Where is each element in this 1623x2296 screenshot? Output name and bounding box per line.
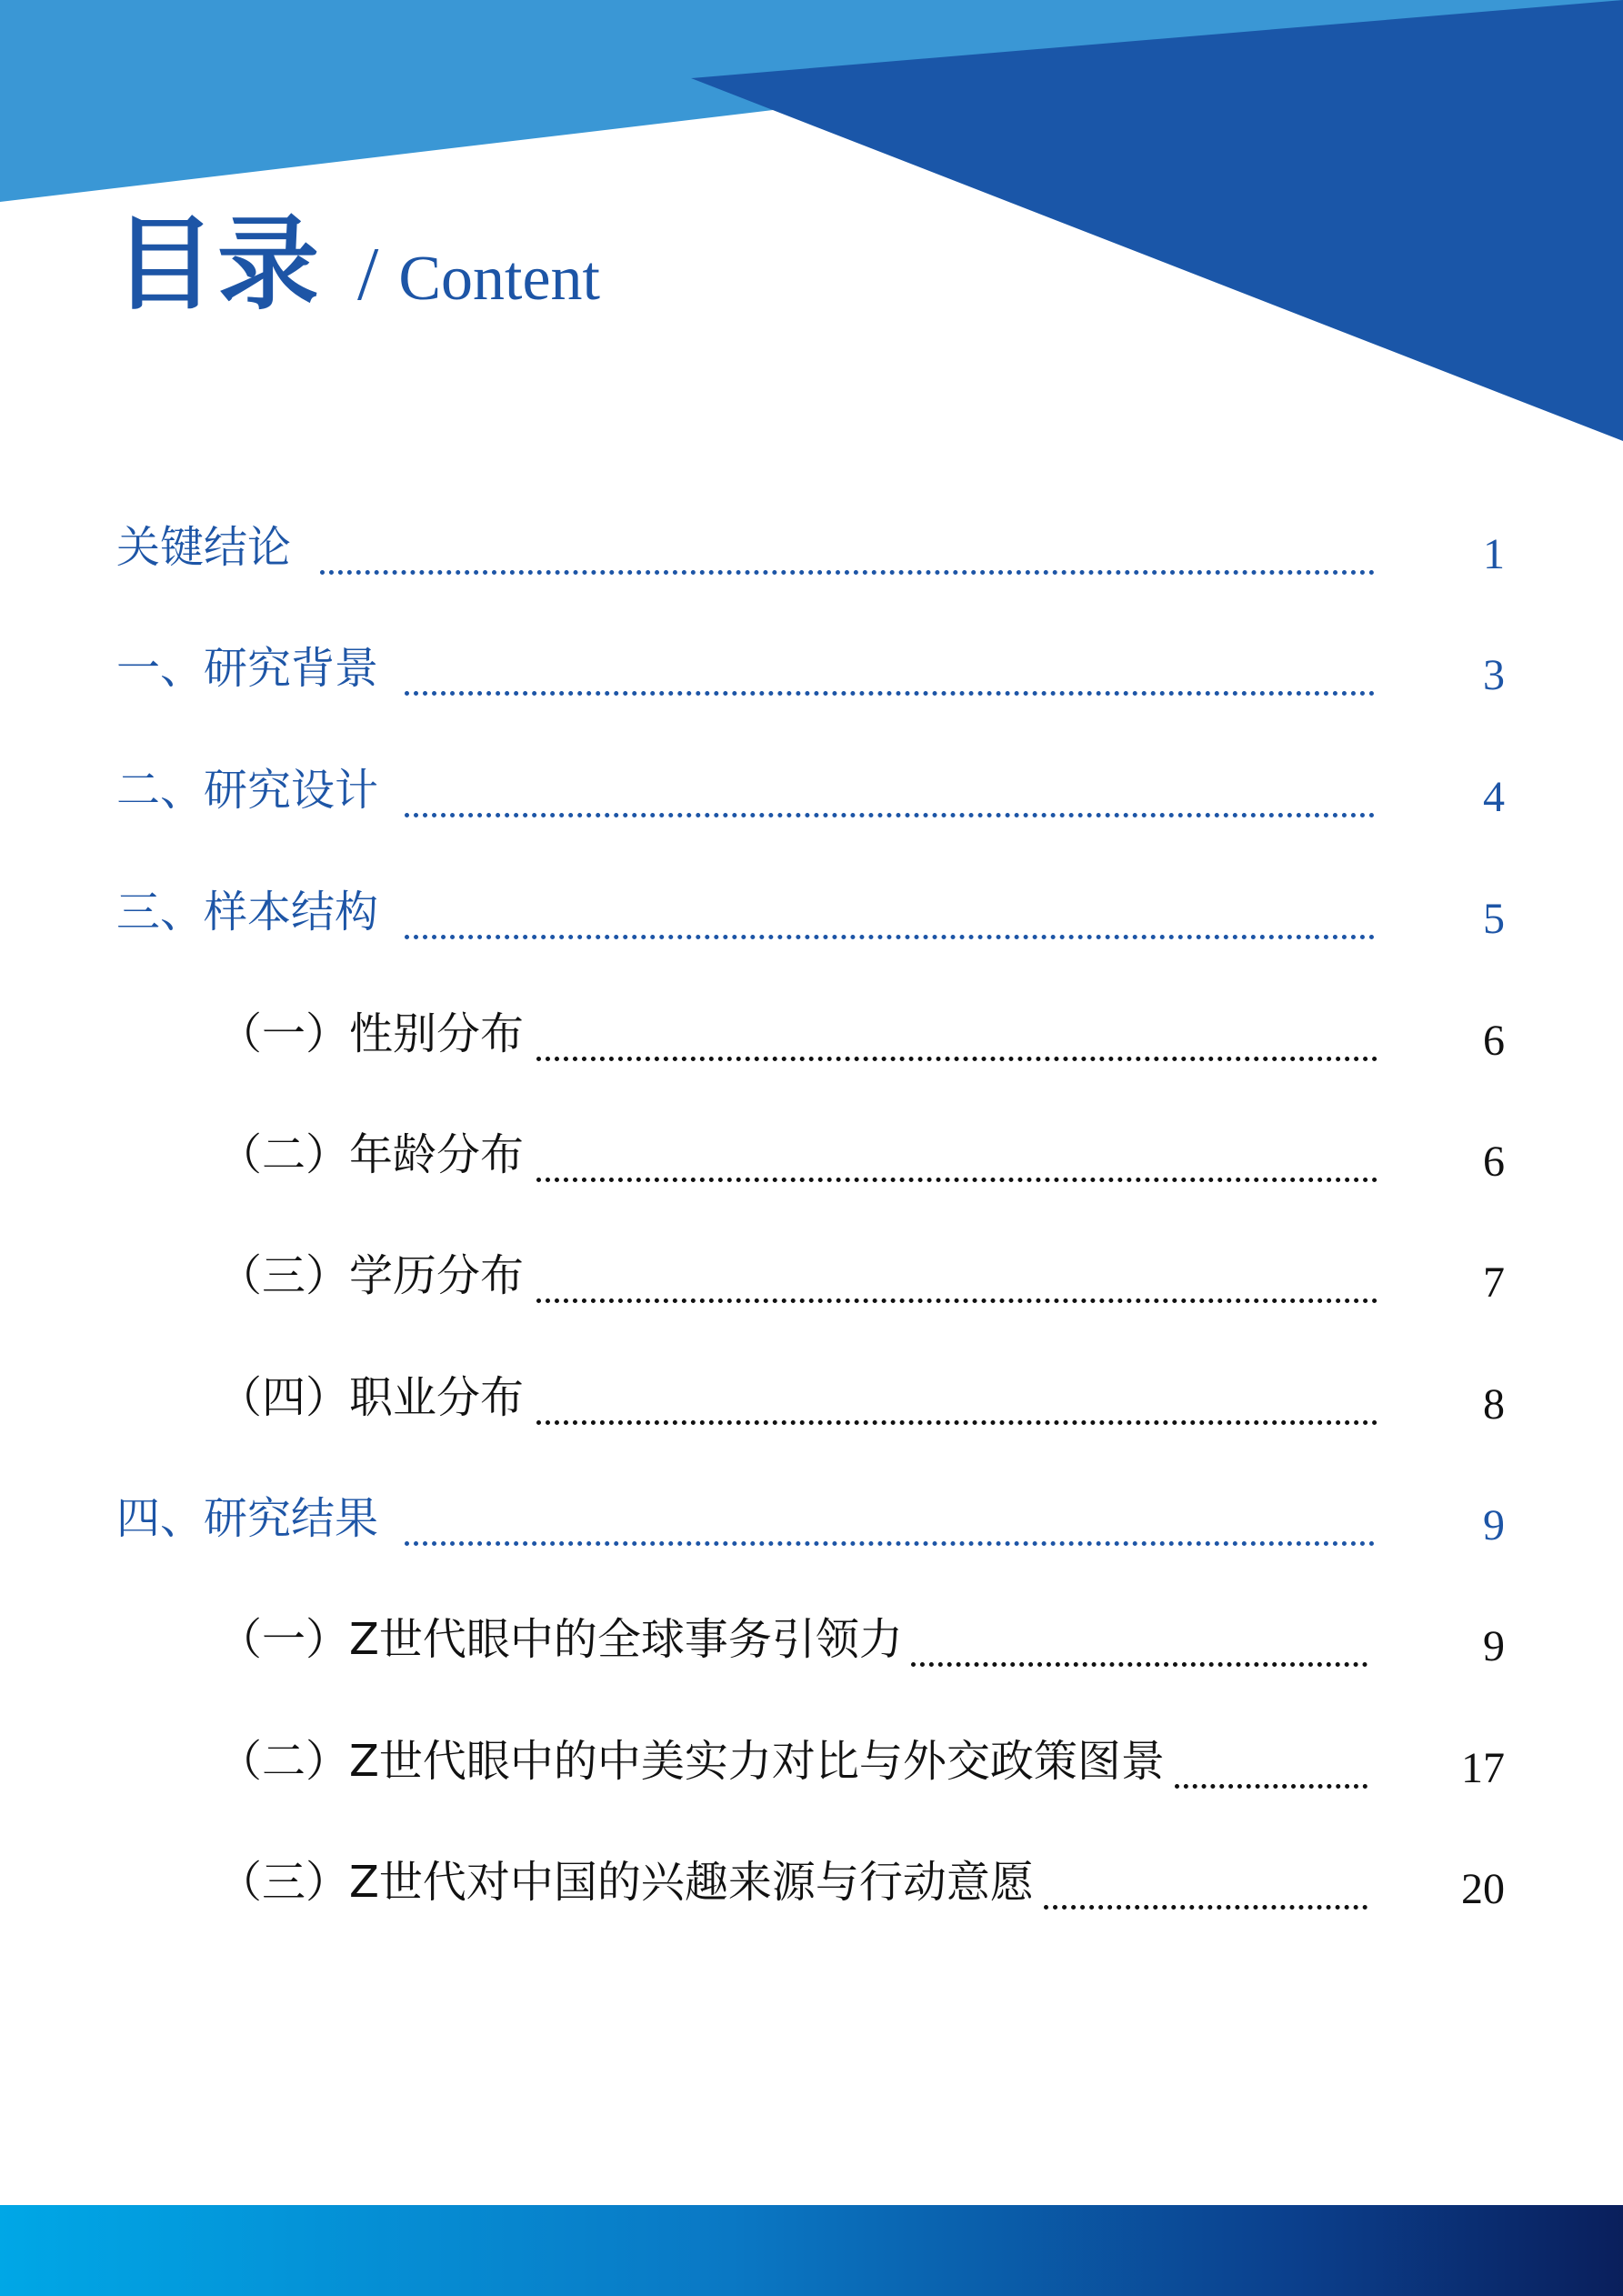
toc-entry[interactable] <box>0 1244 1623 1308</box>
toc-entry-label: 关键结论 <box>116 522 292 573</box>
toc-entry[interactable] <box>0 1366 1623 1429</box>
toc-entry-label: （二）Z世代眼中的中美实力对比与外交政策图景 <box>218 1736 1165 1787</box>
toc-leader-dots <box>405 771 1375 817</box>
toc-entry[interactable] <box>0 880 1623 944</box>
toc-leader-dots <box>1044 1863 1368 1910</box>
toc-entry-label: （一）Z世代眼中的全球事务引领力 <box>218 1614 903 1665</box>
toc-leader-dots <box>405 649 1375 696</box>
toc-page-number: 9 <box>1483 1501 1505 1549</box>
toc-entry-label: （二）年龄分布 <box>218 1129 525 1180</box>
toc-leader-dots <box>536 1136 1378 1182</box>
toc-leader-dots <box>911 1620 1368 1667</box>
toc-entry-label: （四）职业分布 <box>218 1372 525 1423</box>
toc-entry[interactable] <box>0 1850 1623 1914</box>
toc-entry[interactable] <box>0 1487 1623 1550</box>
toc-entry[interactable] <box>0 1123 1623 1187</box>
toc-page-number: 8 <box>1483 1380 1505 1429</box>
toc-entry[interactable] <box>0 637 1623 700</box>
toc-entry-label: 一、研究背景 <box>116 643 379 694</box>
toc-leader-dots <box>320 528 1375 575</box>
toc-entry[interactable] <box>0 1730 1623 1793</box>
toc-entry[interactable] <box>0 1002 1623 1066</box>
toc-entry[interactable] <box>0 758 1623 822</box>
toc-leader-dots <box>1175 1742 1368 1789</box>
toc-entry[interactable] <box>0 516 1623 579</box>
title-english: Content <box>398 244 600 314</box>
toc-leader-dots <box>536 1257 1378 1303</box>
title-chinese: 目录 <box>114 205 321 324</box>
toc-entry-label: 三、样本结构 <box>116 887 379 937</box>
toc-leader-dots <box>536 1015 1378 1061</box>
toc-page-number: 9 <box>1483 1622 1505 1670</box>
toc-leader-dots <box>405 1499 1375 1546</box>
toc-page-number: 3 <box>1483 651 1505 699</box>
toc-page-number: 17 <box>1461 1744 1505 1792</box>
toc-entry[interactable] <box>0 1608 1623 1671</box>
toc-page-number: 4 <box>1483 773 1505 821</box>
toc-page-number: 6 <box>1483 1138 1505 1186</box>
toc-page-number: 6 <box>1483 1017 1505 1065</box>
toc-entry-label: （三）学历分布 <box>218 1250 525 1301</box>
toc-entry-label: 二、研究设计 <box>116 765 379 816</box>
title-separator: / <box>357 232 379 316</box>
toc-page-number: 20 <box>1461 1865 1505 1913</box>
toc-entry-label: （三）Z世代对中国的兴趣来源与行动意愿 <box>218 1857 1034 1908</box>
toc-page-number: 7 <box>1483 1258 1505 1307</box>
toc-leader-dots <box>536 1379 1378 1425</box>
toc-page-number: 1 <box>1483 530 1505 578</box>
toc-leader-dots <box>405 893 1375 939</box>
toc-page-number: 5 <box>1483 895 1505 943</box>
toc-entry-label: 四、研究结果 <box>116 1493 379 1544</box>
toc-entry-label: （一）性别分布 <box>218 1008 525 1059</box>
